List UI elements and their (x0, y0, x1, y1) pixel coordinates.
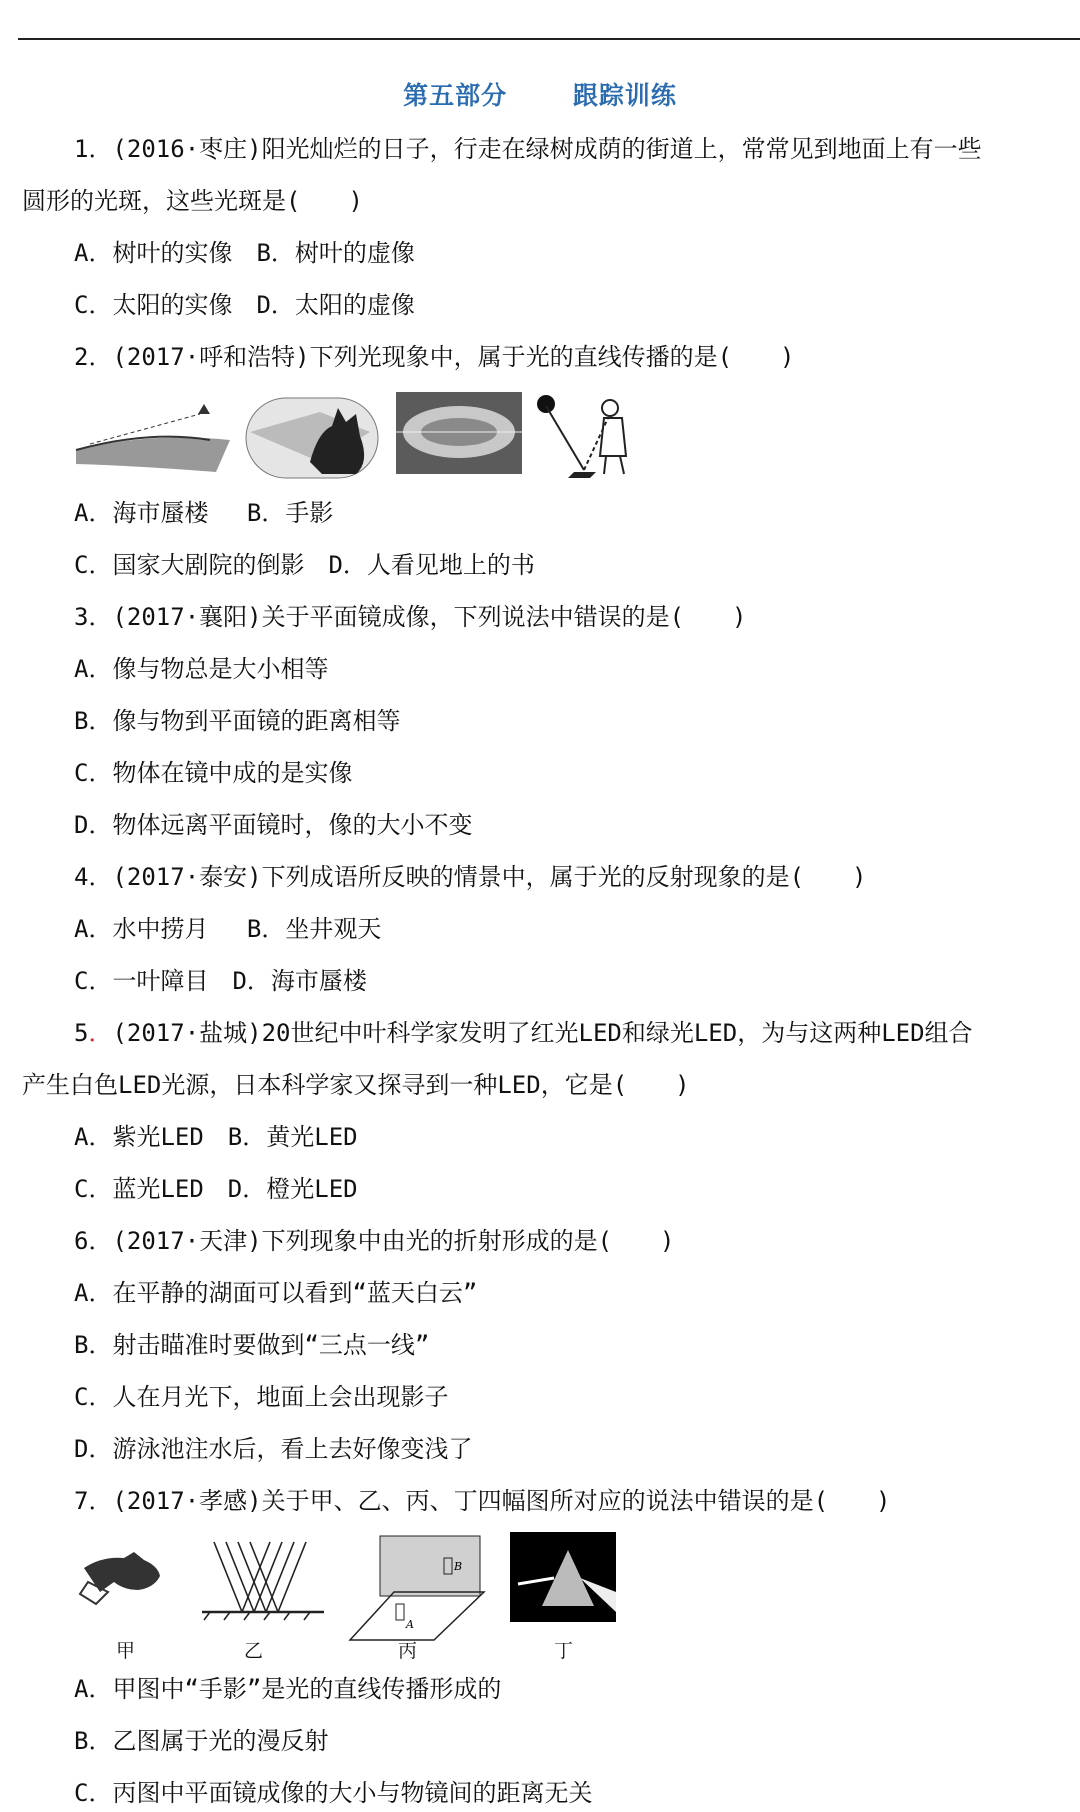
q5-stem-text: (2017·盐城)20世纪中叶科学家发明了红光LED和绿光LED，为与这两种LED组合 (112, 1019, 973, 1047)
q4-option-line2: C．一叶障目 D．海市蜃楼 (74, 967, 367, 995)
top-rule (18, 38, 1080, 40)
q2-figures (70, 392, 670, 482)
q5-number: 5 (74, 1019, 89, 1047)
diffuse-reflection-figure (202, 1542, 324, 1620)
q7-option-b: B．乙图属于光的漫反射 (74, 1727, 329, 1755)
q5-red-dot: ． (88, 1019, 113, 1047)
q6-option-c: C．人在月光下，地面上会出现影子 (74, 1383, 449, 1411)
caption-yi: 乙 (244, 1640, 264, 1662)
q3-option-a: A．像与物总是大小相等 (74, 655, 329, 683)
q6-option-b: B．射击瞄准时要做到“三点一线” (74, 1331, 430, 1359)
q7-figures (74, 1532, 634, 1650)
q2-option-line2: C．国家大剧院的倒影 D．人看见地上的书 (74, 551, 535, 579)
q3-option-b: B．像与物到平面镜的距离相等 (74, 707, 401, 735)
q5-stem-line2: 产生白色LED光源，日本科学家又探寻到一种LED，它是( ) (22, 1071, 690, 1099)
page-title (0, 76, 1080, 112)
section-title: 跟踪训练 (572, 81, 677, 110)
q3-option-c: C．物体在镜中成的是实像 (74, 759, 353, 787)
q2-option-line1: A．海市蜃楼 B．手影 (74, 499, 334, 527)
q3-stem: 3．(2017·襄阳)关于平面镜成像，下列说法中错误的是( ) (74, 603, 747, 631)
q1-option-line2: C．太阳的实像 D．太阳的虚像 (74, 291, 415, 319)
plane-mirror-figure (350, 1536, 484, 1640)
label-a: A (406, 1618, 414, 1631)
q5-stem-line1 (74, 1018, 973, 1048)
q6-option-a: A．在平静的湖面可以看到“蓝天白云” (74, 1279, 478, 1307)
caption-jia: 甲 (116, 1640, 136, 1662)
q5-option-line2: C．蓝光LED D．橙光LED (74, 1175, 358, 1203)
q3-option-d: D．物体远离平面镜时，像的大小不变 (74, 811, 473, 839)
theater-reflection-image (396, 392, 522, 474)
person-sees-book-image (537, 395, 626, 478)
hand-shadow-image (246, 398, 378, 478)
q5-option-line1: A．紫光LED B．黄光LED (74, 1123, 358, 1151)
q1-option-line1: A．树叶的实像 B．树叶的虚像 (74, 239, 415, 267)
q7-option-c: C．丙图中平面镜成像的大小与物镜间的距离无关 (74, 1779, 593, 1807)
q6-option-d: D．游泳池注水后，看上去好像变浅了 (74, 1435, 473, 1463)
label-b: B (454, 1560, 463, 1573)
mirage-image (76, 404, 230, 472)
q4-option-line1: A．水中捞月 B．坐井观天 (74, 915, 382, 943)
q4-stem: 4．(2017·泰安)下列成语所反映的情景中，属于光的反射现象的是( ) (74, 863, 867, 891)
prism-dispersion-figure (510, 1532, 616, 1622)
q2-stem: 2．(2017·呼和浩特)下列光现象中，属于光的直线传播的是( ) (74, 343, 795, 371)
q7-stem: 7．(2017·孝感)关于甲、乙、丙、丁四幅图所对应的说法中错误的是( ) (74, 1487, 891, 1515)
part-title: 第五部分 (403, 81, 508, 110)
q1-stem-line2: 圆形的光斑，这些光斑是( ) (22, 187, 363, 215)
q6-stem: 6．(2017·天津)下列现象中由光的折射形成的是( ) (74, 1227, 675, 1255)
caption-ding: 丁 (554, 1640, 574, 1662)
q1-stem-line1: 1．(2016·枣庄)阳光灿烂的日子，行走在绿树成荫的街道上，常常见到地面上有一些 (74, 135, 982, 163)
hand-shadow-figure (80, 1552, 160, 1604)
caption-bing: 丙 (398, 1640, 418, 1662)
q7-option-a: A．甲图中“手影”是光的直线传播形成的 (74, 1675, 502, 1703)
